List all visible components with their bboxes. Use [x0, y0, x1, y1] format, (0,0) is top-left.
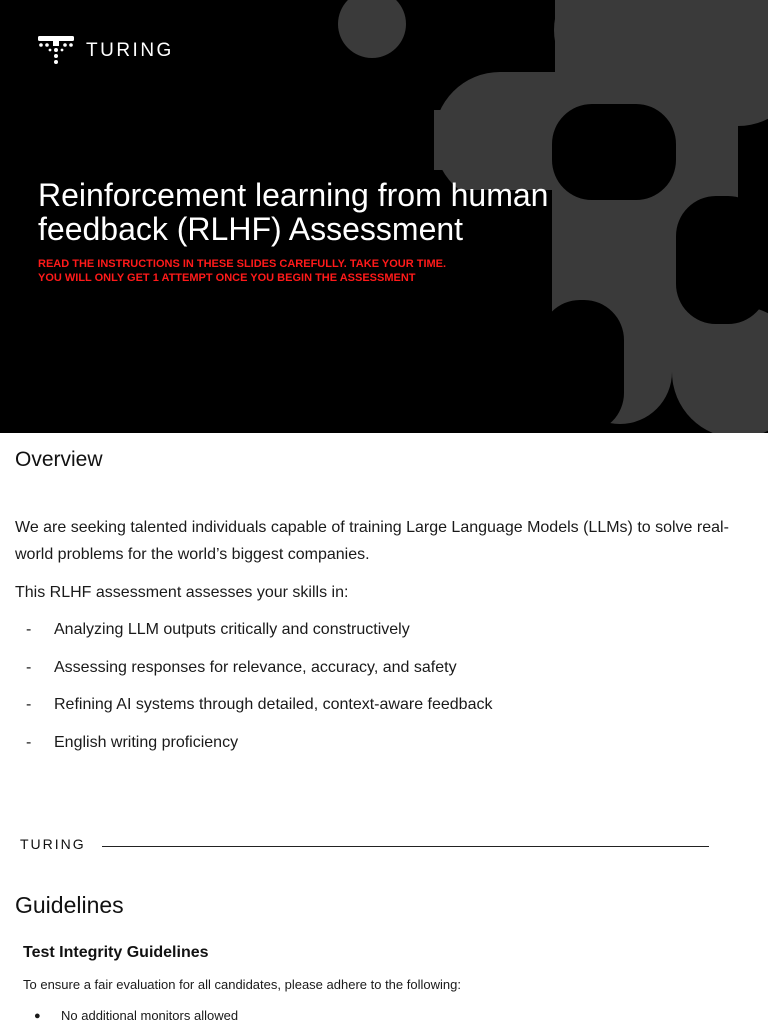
overview-paragraph: We are seeking talented individuals capable of training Large Language Models (LLMs) to solve real-world problems for the world’s biggest companies. [15, 519, 729, 563]
bullet-marker: ● [34, 1010, 41, 1022]
list-item [26, 691, 492, 729]
guidelines-heading: Guidelines [15, 892, 124, 918]
list-item-text: Refining AI systems through detailed, context-aware feedback [54, 696, 493, 713]
slide-divider-line [102, 846, 709, 847]
overview-heading: Overview [15, 448, 103, 471]
integrity-subheading: Test Integrity Guidelines [23, 944, 209, 961]
turing-dot-logo-icon [38, 36, 74, 66]
list-item [26, 654, 492, 692]
guidelines-intro: To ensure a fair evaluation for all candidates, please adhere to the following: [23, 977, 461, 992]
guidelines-list [34, 1007, 238, 1025]
list-item-text: Analyzing LLM outputs critically and constructively [54, 621, 410, 638]
skills-list [26, 616, 492, 766]
assessment-warning [38, 257, 598, 285]
list-marker: - [26, 621, 32, 638]
page-title: Reinforcement learning from human feedback (RLHF) Assessment [38, 177, 549, 247]
list-item [34, 1007, 238, 1025]
turing-logo [38, 36, 174, 66]
skills-intro: This RLHF assessment assesses your skills in: [15, 584, 349, 601]
list-marker: - [26, 696, 32, 713]
list-item-text: No additional monitors allowed [61, 1008, 239, 1023]
list-marker: - [26, 733, 32, 751]
list-item-text: Assessing responses for relevance, accuracy, and safety [54, 658, 457, 676]
warning-line: YOU WILL ONLY GET 1 ATTEMPT ONCE YOU BEGIN THE ASSESSMENT [38, 272, 416, 284]
list-item [26, 729, 492, 767]
hero-banner [0, 0, 768, 433]
warning-line: READ THE INSTRUCTIONS IN THESE SLIDES CAREFULLY. TAKE YOUR TIME. [38, 258, 447, 270]
list-item [26, 616, 492, 654]
list-marker: - [26, 658, 32, 676]
slide-footer-brand: TURING [20, 836, 86, 852]
logo-wordmark: TURING [86, 40, 174, 61]
list-item-text: English writing proficiency [54, 733, 239, 751]
